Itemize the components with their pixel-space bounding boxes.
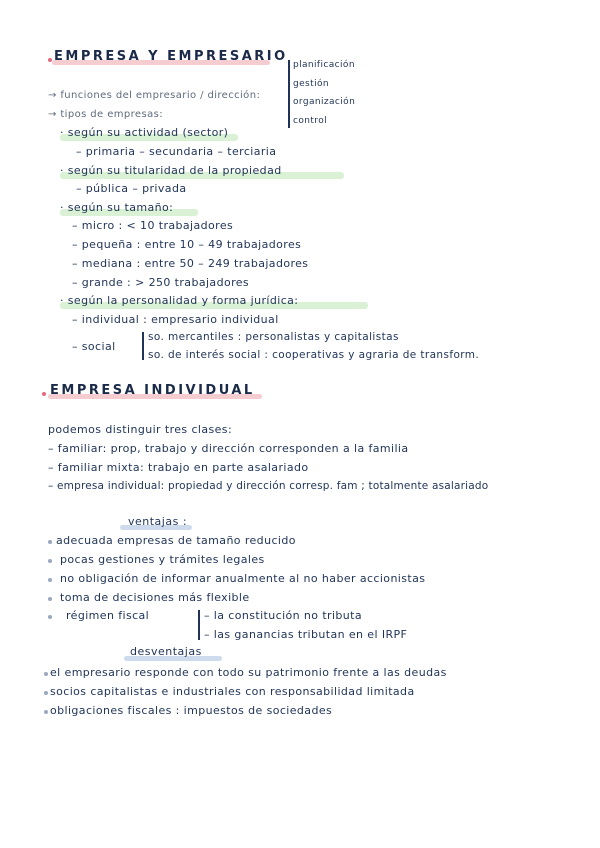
bullet [44, 710, 48, 714]
regimen-bracket [198, 610, 200, 640]
forma-individual: – individual : empresario individual [72, 313, 279, 326]
ventaja-item: pocas gestiones y trámites legales [60, 553, 265, 566]
funcion-item: gestión [293, 79, 329, 89]
forma-social: – social [72, 340, 116, 353]
social-bracket [142, 332, 144, 360]
desventajas-heading: desventajas [130, 645, 202, 658]
desventaja-item: socios capitalistas e industriales con responsabilidad limitada [50, 685, 415, 698]
tamano-mediana: – mediana : entre 50 – 249 trabajadores [72, 257, 309, 270]
ventaja-item: no obligación de informar anualmente al no haber accionistas [60, 572, 426, 585]
intro-line: podemos distinguir tres clases: [48, 423, 233, 436]
segun-personalidad: · según la personalidad y forma jurídica: [60, 294, 299, 307]
tamano-pequena: – pequeña : entre 10 – 49 trabajadores [72, 238, 302, 251]
funcion-item: planificación [293, 60, 355, 70]
bullet [44, 672, 48, 676]
funciones-bracket [288, 60, 290, 128]
clase-familiar: – familiar: prop, trabajo y dirección corresponden a la familia [48, 442, 409, 455]
bullet [48, 578, 52, 582]
ventaja-item: adecuada empresas de tamaño reducido [56, 534, 296, 547]
bullet [48, 615, 52, 619]
funciones-line: → funciones del empresario / dirección: [48, 90, 261, 101]
section-title: EMPRESA Y EMPRESARIO [54, 49, 288, 64]
regimen-item: – la constitución no tributa [204, 609, 363, 622]
segun-titularidad: · según su titularidad de la propiedad [60, 164, 282, 177]
segun-actividad: · según su actividad (sector) [60, 126, 229, 139]
titularidad-items: – pública – privada [76, 182, 187, 195]
actividad-items: – primaria – secundaria – terciaria [76, 145, 277, 158]
desventaja-item: el empresario responde con todo su patrimonio frente a las deudas [50, 666, 447, 679]
tamano-grande: – grande : > 250 trabajadores [72, 276, 250, 289]
bullet [48, 559, 52, 563]
social-mercantiles: so. mercantiles : personalistas y capitalistas [148, 331, 399, 343]
segun-tamano: · según su tamaño: [60, 201, 174, 214]
desventaja-item: obligaciones fiscales : impuestos de sociedades [50, 704, 333, 717]
bullet [44, 691, 48, 695]
section-title: EMPRESA INDIVIDUAL [50, 383, 255, 398]
regimen-label: régimen fiscal [66, 609, 150, 622]
social-interes: so. de interés social : cooperativas y agraria de transform. [148, 349, 480, 361]
tipos-line: → tipos de empresas: [48, 109, 163, 120]
title-dot [42, 392, 46, 396]
ventaja-item: toma de decisiones más flexible [60, 591, 250, 604]
tamano-micro: – micro : < 10 trabajadores [72, 219, 234, 232]
regimen-item: – las ganancias tributan en el IRPF [204, 628, 408, 641]
funcion-item: organización [293, 97, 356, 107]
bullet [48, 597, 52, 601]
bullet [48, 540, 52, 544]
clase-familiar-mixta: – familiar mixta: trabajo en parte asalariado [48, 461, 309, 474]
funcion-item: control [293, 116, 327, 126]
clase-empresa-individual: – empresa individual: propiedad y dirección corresp. fam ; totalmente asalariado [48, 480, 489, 492]
ventajas-heading: ventajas : [128, 515, 188, 528]
